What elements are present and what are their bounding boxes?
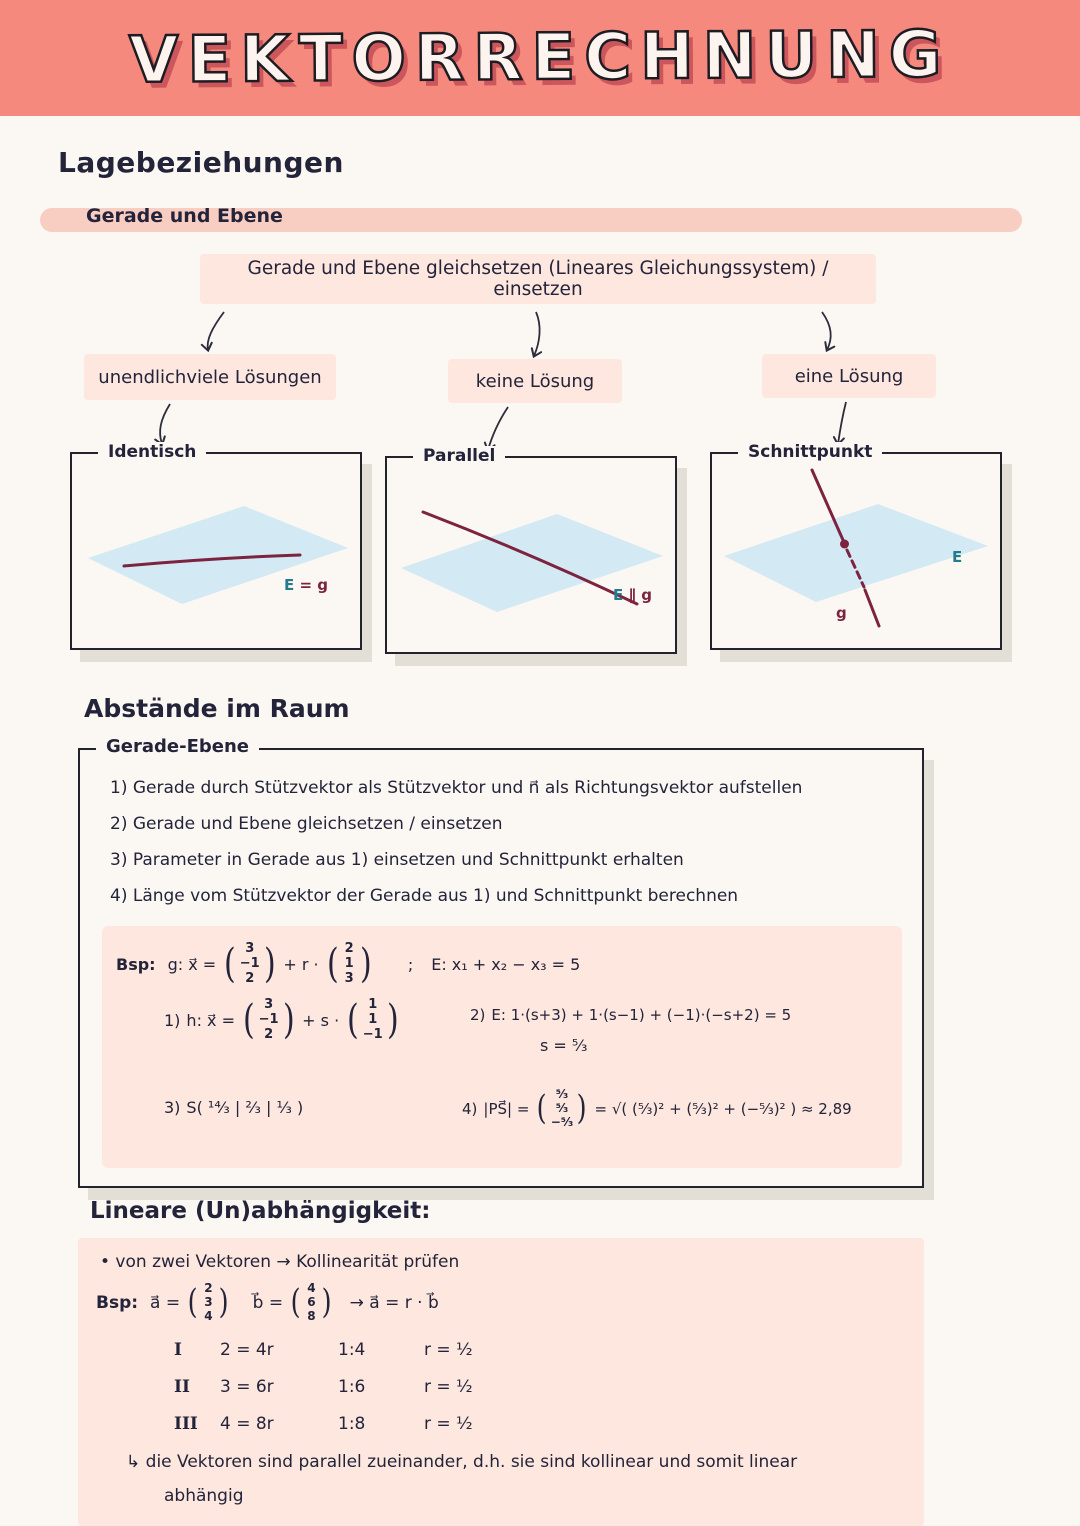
paren-close: ) [322, 1282, 332, 1323]
column-vector [345, 998, 400, 1043]
vector-component: ⁵⁄₃ [555, 1087, 569, 1101]
relation-label: ∥ g [628, 586, 652, 604]
vector-b-lhs: b⃗ = [252, 1292, 284, 1313]
vector-components [340, 942, 358, 987]
vector-component: 4 [204, 1308, 213, 1323]
flow-branch-eine-loesung [762, 354, 936, 398]
roman-numeral: I [174, 1340, 182, 1360]
paren-close: ) [282, 997, 295, 1044]
procedure-steps [110, 770, 904, 914]
example-step-2-result [540, 1036, 587, 1055]
paren-close: ) [219, 1282, 229, 1323]
conclusion-line-2 [164, 1486, 243, 1506]
conclusion-line-1 [126, 1452, 797, 1472]
plane-diagram-identisch [72, 454, 360, 648]
g-equation-lhs: g: x⃗ = [167, 954, 217, 974]
column-vector [325, 942, 374, 987]
diagram-title: Parallel [413, 446, 505, 466]
intersection-point-coords: S( ¹⁴⁄₃ | ²⁄₃ | ¹⁄₃ ) [186, 1098, 304, 1117]
example-box [102, 926, 902, 1168]
vector-component: 3 [204, 1294, 213, 1309]
vector-component: 1 [368, 997, 378, 1012]
column-vector [289, 1282, 334, 1323]
diagram-label [613, 586, 652, 604]
paren-open: ( [326, 941, 339, 988]
arrow-to-unendlichviele [208, 312, 224, 350]
separator: ; [407, 954, 414, 974]
diagram-box-parallel [385, 446, 677, 654]
ratio: 1:4 [338, 1340, 366, 1360]
equation: 2 = 4r [220, 1340, 274, 1360]
column-vector [241, 998, 296, 1043]
plane-diagram-parallel [387, 458, 675, 652]
diagram-title: Schnittpunkt [738, 442, 882, 462]
line-g-below [865, 590, 879, 626]
diagram-label [284, 576, 328, 594]
section-heading-lineare-unabhaengigkeit: Lineare (Un)abhängigkeit: [90, 1198, 431, 1224]
vector-components [199, 1282, 217, 1323]
bullet-line [100, 1252, 459, 1272]
paren-open: ( [347, 997, 359, 1044]
example-step-4 [462, 1088, 852, 1129]
example-line-g [116, 942, 580, 987]
arrow-to-eine-loesung [822, 312, 831, 350]
vector-component: 2 [245, 970, 255, 986]
flow-branch-label: eine Lösung [794, 365, 904, 387]
parameter-result: s = ⁵⁄₃ [540, 1036, 588, 1055]
vector-components [549, 1088, 576, 1129]
vector-component: 2 [264, 1026, 274, 1042]
bullet-text: • von zwei Vektoren → Kollinearität prüfen [100, 1252, 460, 1272]
arrow-to-identisch [160, 404, 170, 444]
roman-numeral: III [174, 1414, 198, 1434]
roman-numeral: II [174, 1377, 190, 1397]
flow-root-box [200, 254, 876, 304]
plane-label: E [952, 548, 963, 566]
relation-label: = g [299, 576, 329, 594]
vector-component: 1 [344, 955, 354, 971]
bsp-label: Bsp: [96, 1292, 139, 1313]
vector-component: −1 [362, 1026, 383, 1042]
conclusion-text: abhängig [164, 1486, 244, 1506]
flow-branch-label: unendlichviele Lösungen [98, 366, 322, 388]
vector-components [302, 1282, 320, 1323]
vector-component: 4 [307, 1281, 316, 1295]
section-heading-abstaende: Abstände im Raum [84, 694, 350, 723]
vector-component: 3 [264, 997, 274, 1012]
subsection-bar-gerade-ebene [40, 205, 1022, 232]
vector-component: −⁵⁄₃ [550, 1114, 574, 1129]
vector-component: 3 [344, 970, 354, 986]
paren-close: ) [576, 1088, 587, 1129]
step-3: 3) Parameter in Gerade aus 1) einsetzen und Schnittpunkt erhalten [110, 850, 684, 870]
section-heading-lagebeziehungen: Lagebeziehungen [58, 146, 344, 179]
plane-shape [724, 504, 988, 602]
vector-components [361, 998, 385, 1043]
vector-component: 8 [307, 1308, 316, 1323]
substitution-equation: E: 1·(s+3) + 1·(s−1) + (−1)·(−s+2) = 5 [491, 1006, 792, 1024]
plane-label: E [613, 586, 624, 604]
ratio: 1:6 [338, 1377, 366, 1397]
flow-branch-unendlichviele [84, 354, 336, 400]
equation-row-3 [174, 1414, 473, 1434]
linear-dependence-box [78, 1238, 924, 1526]
diagram-box-schnittpunkt [710, 442, 1002, 650]
example-step-1 [164, 998, 400, 1043]
step-2: 2) Gerade und Ebene gleichsetzen / einsetzen [110, 814, 503, 834]
box-label: Gerade-Ebene [96, 736, 259, 757]
vector-components [257, 998, 281, 1043]
step-number: 2) [470, 1006, 486, 1024]
equation-row-1 [174, 1340, 473, 1360]
step-number: 1) [164, 1010, 181, 1030]
step-number: 4) [462, 1099, 478, 1118]
r-value: r = ¹⁄₂ [424, 1377, 473, 1397]
diagram-title: Identisch [98, 442, 206, 462]
paren-open: ( [224, 941, 236, 988]
step-1: 1) Gerade durch Stützvektor als Stützvektor und n⃗ als Richtungsvektor aufstellen [110, 778, 803, 798]
paren-open: ( [242, 997, 255, 1044]
step-4: 4) Länge vom Stützvektor der Gerade aus 1) und Schnittpunkt berechnen [110, 886, 739, 906]
r-value: r = ¹⁄₂ [424, 1340, 473, 1360]
column-vector [535, 1088, 588, 1129]
vector-components [238, 942, 262, 987]
paren-open: ( [537, 1088, 548, 1129]
h-equation-op: + s · [302, 1010, 340, 1030]
arrow-to-parallel [488, 407, 508, 450]
flow-root-label: Gerade und Ebene gleichsetzen (Lineares Gleichungssystem) / einsetzen [247, 258, 829, 300]
conclusion-text: ↳ die Vektoren sind parallel zueinander, d.h. sie sind kollinear und somit linear [126, 1452, 798, 1472]
equation: 3 = 6r [220, 1377, 274, 1397]
gerade-ebene-box [78, 736, 924, 1188]
distance-calculation: = √( (⁵⁄₃)² + (⁵⁄₃)² + (−⁵⁄₃)² ) ≈ 2,89 [594, 1099, 852, 1118]
plane-equation: E: x₁ + x₂ − x₃ = 5 [431, 954, 581, 974]
vector-component: −1 [258, 1011, 279, 1027]
vector-component: 2 [204, 1281, 213, 1295]
flow-branch-label: keine Lösung [475, 370, 595, 392]
vector-a-lhs: a⃗ = [150, 1292, 181, 1313]
arrow-to-keine-loesung [534, 312, 540, 356]
equation-row-2 [174, 1377, 473, 1397]
paren-open: ( [290, 1282, 301, 1323]
h-equation-lhs: h: x⃗ = [186, 1010, 235, 1030]
diagram-box-identisch [70, 442, 362, 650]
vector-component: ⁵⁄₃ [555, 1100, 569, 1115]
page-title: VEKTORRECHNUNG [129, 18, 951, 98]
column-vector [186, 1282, 231, 1323]
paren-close: ) [263, 941, 276, 988]
plane-label: E [284, 576, 295, 594]
paren-close: ) [360, 941, 372, 988]
collinearity-mapping: → a⃗ = r · b⃗ [349, 1292, 439, 1313]
g-equation-op: + r · [283, 954, 319, 974]
column-vector [222, 942, 277, 987]
vector-component: 2 [344, 941, 354, 956]
equation: 4 = 8r [220, 1414, 274, 1434]
paren-open: ( [187, 1282, 198, 1323]
vector-component: 6 [307, 1294, 316, 1309]
paren-close: ) [386, 997, 399, 1044]
subsection-label: Gerade und Ebene [86, 205, 283, 227]
example-step-3 [164, 1098, 303, 1117]
step-number: 3) [164, 1098, 181, 1117]
distance-lhs: |PS⃗| = [483, 1099, 530, 1118]
linear-example-line [96, 1282, 439, 1323]
intersection-point [840, 540, 849, 549]
vector-component: 1 [368, 1011, 378, 1027]
vector-component: 3 [245, 941, 255, 956]
line-label: g [836, 604, 847, 622]
arrow-to-schnittpunkt [838, 402, 846, 444]
vector-component: −1 [239, 955, 260, 971]
ratio: 1:8 [338, 1414, 366, 1434]
bsp-label: Bsp: [116, 954, 156, 974]
r-value: r = ¹⁄₂ [424, 1414, 473, 1434]
flow-branch-keine-loesung [448, 359, 622, 403]
example-step-2 [470, 1006, 791, 1024]
page-banner [0, 0, 1080, 116]
